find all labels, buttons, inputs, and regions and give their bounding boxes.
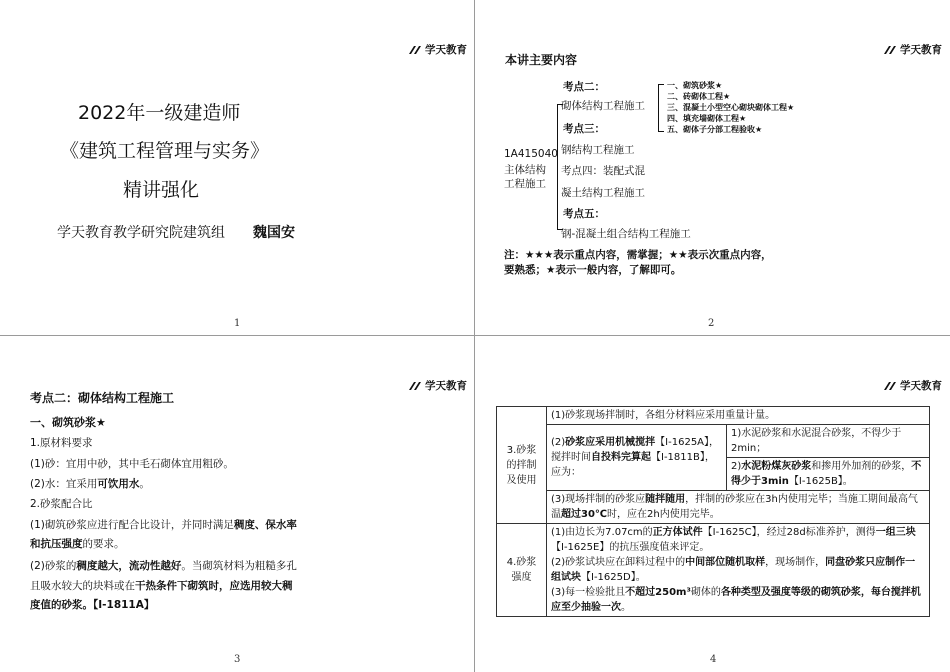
table-cell	[547, 425, 727, 491]
k3-label: 考点三：	[563, 123, 605, 135]
logo-text: 学天教育	[425, 44, 467, 56]
note-line-2: 要熟悉；★表示一般内容，了解即可。	[504, 264, 682, 276]
text-span: 。	[139, 478, 150, 490]
text-span: (1)由边长为7.07cm的	[551, 527, 653, 538]
k4-line-2: 凝土结构工程施工	[561, 187, 645, 199]
k3-name: 钢结构工程施工	[561, 144, 635, 156]
text-line-2: (1)砂：宜用中砂，其中毛石砌体宜用粗砂。	[30, 458, 234, 470]
strength-line-3	[551, 585, 925, 615]
brand-logo	[408, 42, 467, 57]
logo-mark-icon	[883, 381, 897, 391]
text-span: 【Ⅰ-1811B】，应为：	[551, 452, 715, 478]
slide-heading: 本讲主要内容	[505, 53, 578, 67]
text-span: (2)	[551, 437, 566, 448]
text-span: 且吸水较大的块料或在	[30, 580, 135, 592]
section-title: 一、砌筑砂浆★	[30, 416, 106, 429]
logo-text: 学天教育	[900, 380, 942, 392]
k2-item-5: 五、砌体子分部工程验收★	[667, 125, 763, 134]
text-span: ，现场制作，	[765, 557, 826, 568]
text-bold: 自投料完算起	[591, 452, 651, 463]
page-number: 4	[710, 654, 717, 665]
text-span: 。当砌筑材料为粗糙多孔	[181, 560, 297, 572]
table-cell	[547, 524, 930, 617]
text-span: 【Ⅰ-1625C】，经过28d标准养护，测得	[702, 527, 876, 538]
note-line-1: 注：★★★表示重点内容，需掌握；★★表示次重点内容，	[504, 249, 772, 261]
text-span: (1)砌筑砂浆应进行配合比设计，并同时满足	[30, 519, 234, 531]
k2-item-3: 三、混凝土小型空心砌块砌体工程★	[667, 103, 795, 112]
text-bold: 同盘砂浆只应制作一组试块	[551, 557, 916, 583]
text-span: 砌体的	[690, 587, 721, 598]
k2-label: 考点二：	[563, 81, 605, 93]
strength-line-2	[551, 555, 925, 585]
table-cell	[547, 491, 930, 524]
text-span: 【Ⅰ-1625A】，搅拌时间	[551, 437, 720, 463]
text-bold: 随拌随用	[645, 494, 686, 505]
brand-logo	[408, 378, 467, 393]
root-line-2: 主体结构	[504, 164, 546, 176]
text-span: (2)水：宜采用	[30, 478, 98, 490]
text-bold: 砂浆应采用机械搅拌	[565, 437, 656, 448]
text-bold: 干热条件下砌筑时，应选用较大稠	[135, 580, 293, 592]
text-bold: 稠度越大，流动性越好	[76, 560, 182, 572]
sub-cell-1: 1)水泥砂浆和水泥混合砂浆，不得少于2min；	[727, 425, 929, 458]
text-bold: 可饮用水	[97, 478, 140, 490]
mortar-table	[496, 406, 930, 617]
text-bold: 超过30℃	[561, 509, 608, 520]
root-line-1: 1A415040	[504, 148, 558, 160]
page-number: 1	[234, 318, 241, 329]
author-name: 魏国安	[253, 225, 295, 241]
table-cell	[727, 425, 930, 491]
text-line-8	[30, 578, 293, 593]
title-line-1: 2022年一级建造师	[78, 102, 241, 124]
text-bold: 稠度、保水率	[233, 519, 297, 531]
title-line-2: 《建筑工程管理与实务》	[60, 140, 270, 162]
text-span: 2)	[731, 461, 742, 472]
table-row	[497, 425, 930, 491]
text-line-4: 2.砂浆配合比	[30, 498, 93, 510]
text-line-6	[30, 536, 125, 551]
strength-line-1	[551, 525, 925, 555]
text-bold: 各种类型及强度等级的砌筑砂浆，每台搅拌机应至少抽验一次	[551, 587, 921, 613]
text-line-7	[30, 558, 297, 573]
text-span: ，拌制的砂浆应在3h内使用完毕；当施工期间最高气温	[551, 494, 918, 520]
text-bold: 不超过250m³	[625, 587, 691, 598]
text-bold: 中间部位随机取样	[685, 557, 766, 568]
brand-logo	[883, 42, 942, 57]
table-row	[497, 407, 930, 425]
table-row	[497, 491, 930, 524]
text-bold: 一组三块	[875, 527, 916, 538]
k2-item-2: 二、砖砌体工程★	[667, 92, 731, 101]
text-line-5	[30, 517, 297, 532]
text-line-9	[30, 597, 154, 612]
k2-name: 砌体结构工程施工	[561, 100, 645, 112]
logo-text: 学天教育	[425, 380, 467, 392]
text-span: (2)砂浆试块应在卸料过程中的	[551, 557, 686, 568]
page-number: 3	[234, 654, 241, 665]
logo-mark-icon	[408, 381, 422, 391]
text-bold: 。【Ⅰ-1811A】	[82, 599, 155, 611]
row-label-mixing: 3.砂浆的拌制及使用	[497, 407, 547, 524]
text-span: 【Ⅰ-1625E】的抗压强度值来评定。	[551, 542, 710, 553]
logo-mark-icon	[408, 45, 422, 55]
text-span: 的要求。	[82, 538, 125, 550]
text-line-1: 1.原材料要求	[30, 437, 93, 449]
text-span: 。	[621, 602, 631, 613]
text-span: (3)现场拌制的砂浆应	[551, 494, 646, 505]
page-number: 2	[708, 318, 715, 329]
slide-heading: 考点二：砌体结构工程施工	[30, 391, 175, 405]
table-row	[497, 524, 930, 617]
text-span: 【Ⅰ-1625D】。	[581, 572, 646, 583]
slide-2[interactable]	[475, 0, 950, 335]
slide-1[interactable]	[0, 0, 474, 335]
k4-line-1: 考点四：装配式混	[561, 165, 645, 177]
text-span: (3)每一检验批且	[551, 587, 626, 598]
k2-item-4: 四、填充墙砌体工程★	[667, 114, 747, 123]
table-cell: (1)砂浆现场拌制时，各组分材料应采用重量计量。	[547, 407, 930, 425]
k5-label: 考点五：	[563, 208, 605, 220]
text-line-3	[30, 476, 150, 491]
k2-bracket	[658, 84, 664, 132]
brand-logo	[883, 378, 942, 393]
slide-3[interactable]	[0, 336, 474, 672]
text-span: (2)砂浆的	[30, 560, 77, 572]
text-span: 【Ⅰ-1625B】。	[788, 476, 853, 487]
text-bold: 度值的砂浆	[30, 599, 83, 611]
k2-item-1: 一、砌筑砂浆★	[667, 81, 723, 90]
text-span: 时，应在2h内使用完毕。	[607, 509, 720, 520]
row-label-strength: 4.砂浆强度	[497, 524, 547, 617]
text-bold: 不得少于3min	[731, 461, 922, 487]
text-bold: 和抗压强度	[30, 538, 83, 550]
k5-name: 钢-混凝土组合结构工程施工	[561, 228, 691, 240]
logo-text: 学天教育	[900, 44, 942, 56]
root-line-3: 工程施工	[504, 178, 546, 190]
logo-mark-icon	[883, 45, 897, 55]
sub-cell-2	[727, 458, 929, 490]
text-bold: 水泥粉煤灰砂浆	[741, 461, 812, 472]
author-org: 学天教育教学研究院建筑组	[57, 225, 225, 241]
text-span: 和掺用外加剂的砂浆，	[811, 461, 912, 472]
title-line-3: 精讲强化	[123, 179, 200, 201]
text-bold: 正方体试件	[652, 527, 703, 538]
